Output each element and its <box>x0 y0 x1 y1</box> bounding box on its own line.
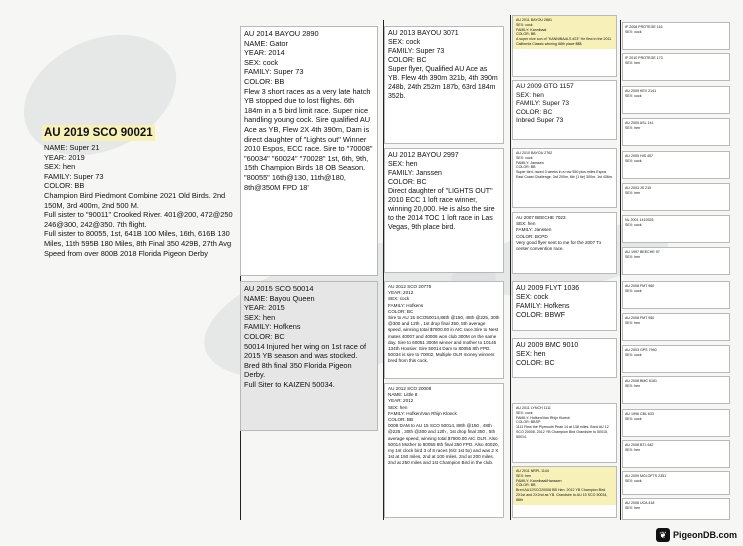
sire-dam-details: AU 2012 BAYOU 2997 SEX: hen FAMILY: Janssen COLOR: BC Direct daughter of "LIGHTS OUT" 2010 ECC 1 loft race winner, winning 20,000. He is also the sire to the 2014 TOC 1 loft race in Las Vegas, 9th place bird. <box>388 152 495 231</box>
dam-sire-card <box>384 281 504 379</box>
ggp-details-8: AU 2011 NRPL 1144 SEX: hen FAMILY: Kannibaal/Hanssen COLOR: BB Bred AU12SCO20008 BB Hen. 2012 YB Champion Bird 2X1st and 2X2nd as YB. Grandsire to AU 15 SCO 50034, 88th <box>513 467 616 505</box>
gen4-card <box>622 281 730 309</box>
gen4-details: AU 2003 GPS 7940 SEX: cock <box>625 348 657 357</box>
gen4-card <box>622 440 730 468</box>
ggp-details-7: AU 2011 LYNCH 1111 SEX: cock FAMILY: Hofken/Van Rhijn Kloeck COLOR: BBSP 1111 Flew the Plymouth Peak 14 at 138 miles. Bred AU 12 SCO 20008. 2012 YB Champion Bird Grandsire to 50015, 50014. <box>516 406 609 439</box>
dam-details: NAME: Bayou Queen YEAR: 2015 SEX: hen FAMILY: Hofkens COLOR: BC 50014 Injured her wing on 1st race of 2015 YB season and was stocked. Bred 8th final 350 Florida Pigeon Derby. Full Siter to KAIZEN 50034. <box>244 293 367 389</box>
gen4-details: AU 2008 FMT 960 SEX: cock <box>625 284 655 293</box>
ggp-card-2 <box>512 80 617 140</box>
sire-sire-card <box>384 26 504 144</box>
gen4-details: AU 2008 BTL 642 SEX: hen <box>625 443 654 452</box>
connector-line <box>620 20 621 520</box>
ggp-card-8 <box>512 466 617 518</box>
dam-dam-card <box>384 383 504 518</box>
sire-ring-number: AU 2014 BAYOU 2890 <box>244 29 319 38</box>
subject-ring-number: AU 2019 SCO 90021 <box>44 127 153 139</box>
gen4-card <box>622 376 730 404</box>
dam-ring-number: AU 2015 SCO 50014 <box>244 284 314 293</box>
ggp-card-7 <box>512 403 617 463</box>
gen4-details: AU 2003 JS 215 SEX: hen <box>625 186 652 195</box>
gen4-card <box>622 313 730 341</box>
sire-card <box>240 26 378 276</box>
dam-dam-details: AU 2012 SCO 20008 NAME: Little 8 YEAR: 2012 SEX: hen FAMILY: Hofken/Van Rhijn Kloeck COLOR: BB 0008 DAM to AU 15 SCO 50014, 88th @150 , 48th @225 , 30th @300 and 12th , 1st drop final 350 , 5th average speed, winning total $7800.00 AIC OLR. Also 50014 Mother to 80055 8th final 350 FPD. Also 40020, my 1st clock bird 3 of 8 races (6/2 1st 5x) and was 2 X 1st at 150 miles, 2nd at 100 miles, 2nd at 200 miles. 2nd at 250 miles and 1st Champion Bird in the club. <box>388 386 499 466</box>
gen4-card <box>622 471 730 495</box>
gen4-details: AU 2008 FMT 950 SEX: hen <box>625 316 655 325</box>
gen4-card <box>622 409 730 437</box>
gen4-card <box>622 183 730 211</box>
dam-card <box>240 281 378 431</box>
gen4-card <box>622 22 730 50</box>
connector-line <box>510 15 511 520</box>
ggp-details-6: AU 2009 BMC 9010 SEX: hen COLOR: BC <box>516 342 579 367</box>
ggp-details-1: AU 2011 BAYOU 2881 SEX: cock FAMILY: Kannibaal COLOR: BB A super nice son of "KANNIBAALS #23" He flew in the 2011 California Classic winning 68th place $$$ <box>513 16 616 49</box>
gen4-card <box>622 86 730 114</box>
ggp-card-4 <box>512 212 617 274</box>
gen4-card <box>622 151 730 179</box>
gen4-card <box>622 498 730 520</box>
subject-bird-card <box>42 123 235 310</box>
ggp-card-5 <box>512 281 617 331</box>
gen4-details: IF 2008 PROTEGE 116 SEX: cock <box>625 25 663 34</box>
gen4-card <box>622 118 730 146</box>
gen4-details: NL 2001 1419325 SEX: cock <box>625 218 654 227</box>
ggp-details-4: AU 2007 BEECHE 7023 SEX: hen FAMILY: Janssen COLOR: BCPD Very good flyer sent to me for the 2007 Tx center convention race. <box>516 215 602 252</box>
logo-text: PigeonDB.com <box>672 530 737 540</box>
gen4-details: AU 2005 ASL 141 SEX: hen <box>625 121 654 130</box>
gen4-details: AU 2009 MCLOFTS 2351 SEX: cock <box>625 474 667 483</box>
ggp-card-6 <box>512 338 617 378</box>
dam-sire-details: AU 2012 SCO 20775 YEAR: 2012 SEX: cock FAMILY: Hofkens COLOR: BC Sire to AU 15 SCO50014,88th @150, 48th @225, 30th @300 and 12th , 1st drop final 350, 5th average speed, winning total $7800.00 in AIC race.Sire to Nest mates 40007 and 40006 won club 300M on the same day. Sire to 60051 300M winner and mother to 10145 134th Hoosier. Sire 50014 Dam to 80055 8th FPD. 50034 is sire to 70002, Multiple OLR money winners bred from this cock. <box>388 284 500 364</box>
sire-sire-details: AU 2013 BAYOU 3071 SEX: cock FAMILY: Super 73 COLOR: BC Super flyer, Qualified AU Ace as YB. Flew 4th 390m 321b, 4th 390m 248b, 24th 252m 187b, 63rd 184m 352b. <box>388 30 498 100</box>
gen4-details: AU 2005 HIS 457 SEX: cock <box>625 154 653 163</box>
gen4-details: AU 1996 CBL 633 SEX: cock <box>625 412 654 421</box>
gen4-details: AU 2008 BMC 6181 SEX: hen <box>625 379 657 388</box>
gen4-details: AU 2009 KEV 2141 SEX: cock <box>625 89 657 98</box>
gen4-details: AU 2008 UCA 418 SEX: hen <box>625 501 655 510</box>
gen4-card <box>622 215 730 243</box>
gen4-card <box>622 53 730 81</box>
subject-details: NAME: Super 21 YEAR: 2019 SEX: hen FAMILY: Super 73 COLOR: BB Champion Bird Piedmont Combine 2021 Old Birds. 2nd 150M, 3rd 400m, 2nd 500 M. Full sister to "90011" Crooked River. 401@200, 472@250 246@300, 242@350. 7th flight. Full sister to 80055, 1st, 641B 100 Miles, 16th, 616B 130 Miles, 11th 595B 180 Miles, 8th Final 350 429B, 27th Avg Speed from over 800B 2018 Florida Pigeon Derby <box>44 143 233 258</box>
gen4-details: IF 2010 PROTEGE 173 SEX: hen <box>625 56 663 65</box>
ggp-details-2: AU 2009 GTO 1157 SEX: hen FAMILY: Super 73 COLOR: BC Inbred Super 73 <box>516 83 574 125</box>
sire-details: NAME: Gator YEAR: 2014 SEX: cock FAMILY: Super 73 COLOR: BB Flew 3 short races as a very late hatch YB stopped due to lost flights. 6th 184m in a 5 bird limit race. Super nice handling young cock. Sire qualified AU Ace as YB, Flew 2X 4th 390m, Dam is direct daughter of "Lights out" Winner 2010 Espos, ECC race. Sire to "70008" "60034" "60024" "70028" 1st, 6th, 9th, 15th Champion Birds 18 OB Season. "80055" 16th@130, 11th@180, 8th@350M FPD 18' <box>244 38 373 192</box>
sire-dam-card <box>384 148 504 273</box>
ggp-details-5: AU 2009 FLYT 1036 SEX: cock FAMILY: Hofkens COLOR: BBWF <box>516 285 580 319</box>
ggp-details-3: AU 2010 BAYOU 2762 SEX: cock FAMILY: Janssen COLOR: BB Super bird, raced 3 weeks in a row 550 plus miles Espos East Coast Challenge. 3rd 200m, 6th (1 tie) 300m, 1st 436m. <box>516 151 613 179</box>
pigeondb-logo <box>656 528 737 542</box>
gen4-details: AU 1997 BEECHE 97 SEX: hen <box>625 250 660 259</box>
gen4-card <box>622 345 730 373</box>
ggp-card-1 <box>512 15 617 77</box>
ggp-card-3 <box>512 148 617 208</box>
pigeon-icon: ❦ <box>656 528 670 542</box>
gen4-card <box>622 247 730 275</box>
